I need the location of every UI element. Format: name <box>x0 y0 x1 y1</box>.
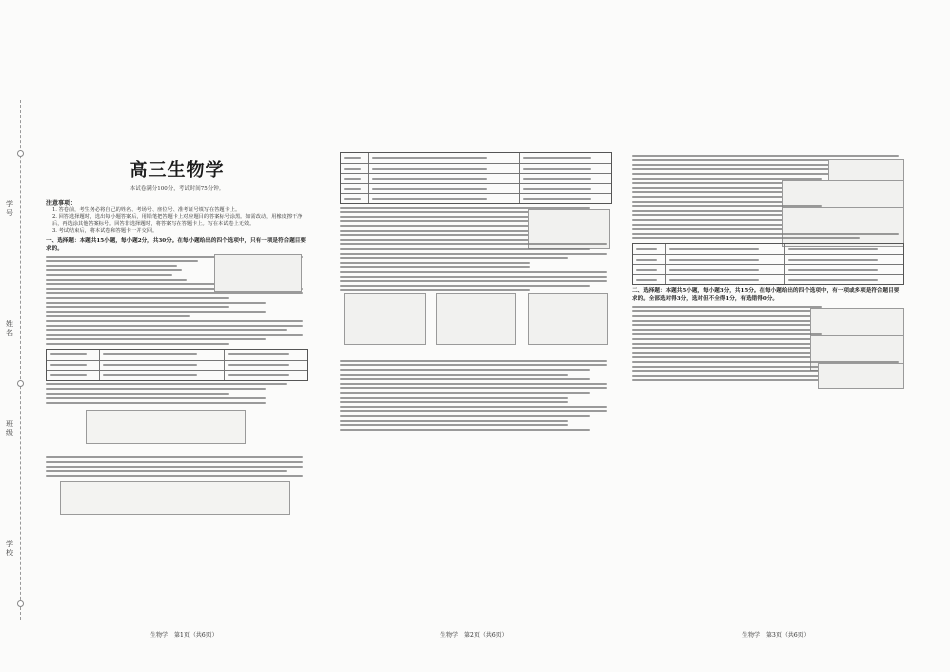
figure-cycle-diagram <box>528 293 608 345</box>
question-block <box>632 178 904 203</box>
page-footer-2: 生物学 第2页（共6页） <box>440 632 508 639</box>
figure-dna-replication <box>86 410 246 444</box>
exam-title: 高三生物学 <box>129 160 225 181</box>
figure-membrane <box>214 254 302 292</box>
note-item: 2. 回答选择题时，选出每小题答案后，用铅笔把答题卡上对应题目的答案标号涂黑。如需改动，用橡皮擦干净后，再选涂其他答案标号。回答非选择题时，将答案写在答题卡上。写在本试卷上无效。 <box>52 214 303 227</box>
binding-label-class: 班级 <box>6 420 13 437</box>
question-block <box>632 361 904 381</box>
figure-flow-diagram <box>818 363 904 389</box>
page-footer-1: 生物学 第1页（共6页） <box>150 632 218 639</box>
binding-hole-icon <box>17 600 24 607</box>
question-block <box>46 320 308 399</box>
table-q15 <box>632 243 904 285</box>
question-block <box>340 360 612 431</box>
table-q5 <box>340 152 612 204</box>
note-item: 3. 考试结束后，将本试卷和答题卡一并交回。 <box>52 228 158 234</box>
binding-hole-icon <box>17 380 24 387</box>
question-block <box>340 207 612 241</box>
question-block <box>46 477 308 523</box>
question-block <box>632 333 904 358</box>
section-two-heading: 二、选择题：本题共5小题，每小题3分，共15分。在每小题给出的四个选项中，有一项或多项是符合题目要求的。全部选对得3分，选对但不全得1分，有选错得0分。 <box>632 288 900 302</box>
question-block <box>46 402 308 454</box>
page-footer-3: 生物学 第3页（共6页） <box>742 632 810 639</box>
cut-line <box>20 100 21 620</box>
table-q3 <box>46 349 308 381</box>
binding-hole-icon <box>17 150 24 157</box>
question-block <box>340 291 612 357</box>
notes-heading: 注意事项： <box>46 200 77 207</box>
page-2 <box>340 152 612 628</box>
binding-strip <box>0 0 30 672</box>
figure-line-chart <box>344 293 426 345</box>
exam-subtitle: 本试卷满分100分，考试时间75分钟。 <box>129 186 225 192</box>
question-block <box>46 256 308 318</box>
binding-label-name: 姓名 <box>6 320 13 337</box>
question-block <box>632 233 904 286</box>
question-block <box>46 456 308 476</box>
binding-label-school: 学校 <box>6 540 13 557</box>
figure-bar-chart <box>436 293 516 345</box>
figure-experiment-setup <box>60 481 290 515</box>
question-block <box>632 205 904 230</box>
page-1 <box>46 152 308 628</box>
question-block <box>340 243 612 268</box>
binding-label-student-id: 学号 <box>6 200 13 217</box>
note-item: 1. 答卷前，考生务必将自己的姓名、考场号、座位号、准考证号填写在答题卡上。 <box>52 207 241 213</box>
question-block <box>632 155 904 175</box>
question-block <box>340 271 612 291</box>
section-one-heading: 一、选择题：本题共15小题，每小题2分，共30分。在每小题给出的四个选项中，只有一项是符合题目要求的。 <box>46 238 306 252</box>
question-block <box>632 306 904 331</box>
page-3 <box>632 152 904 628</box>
